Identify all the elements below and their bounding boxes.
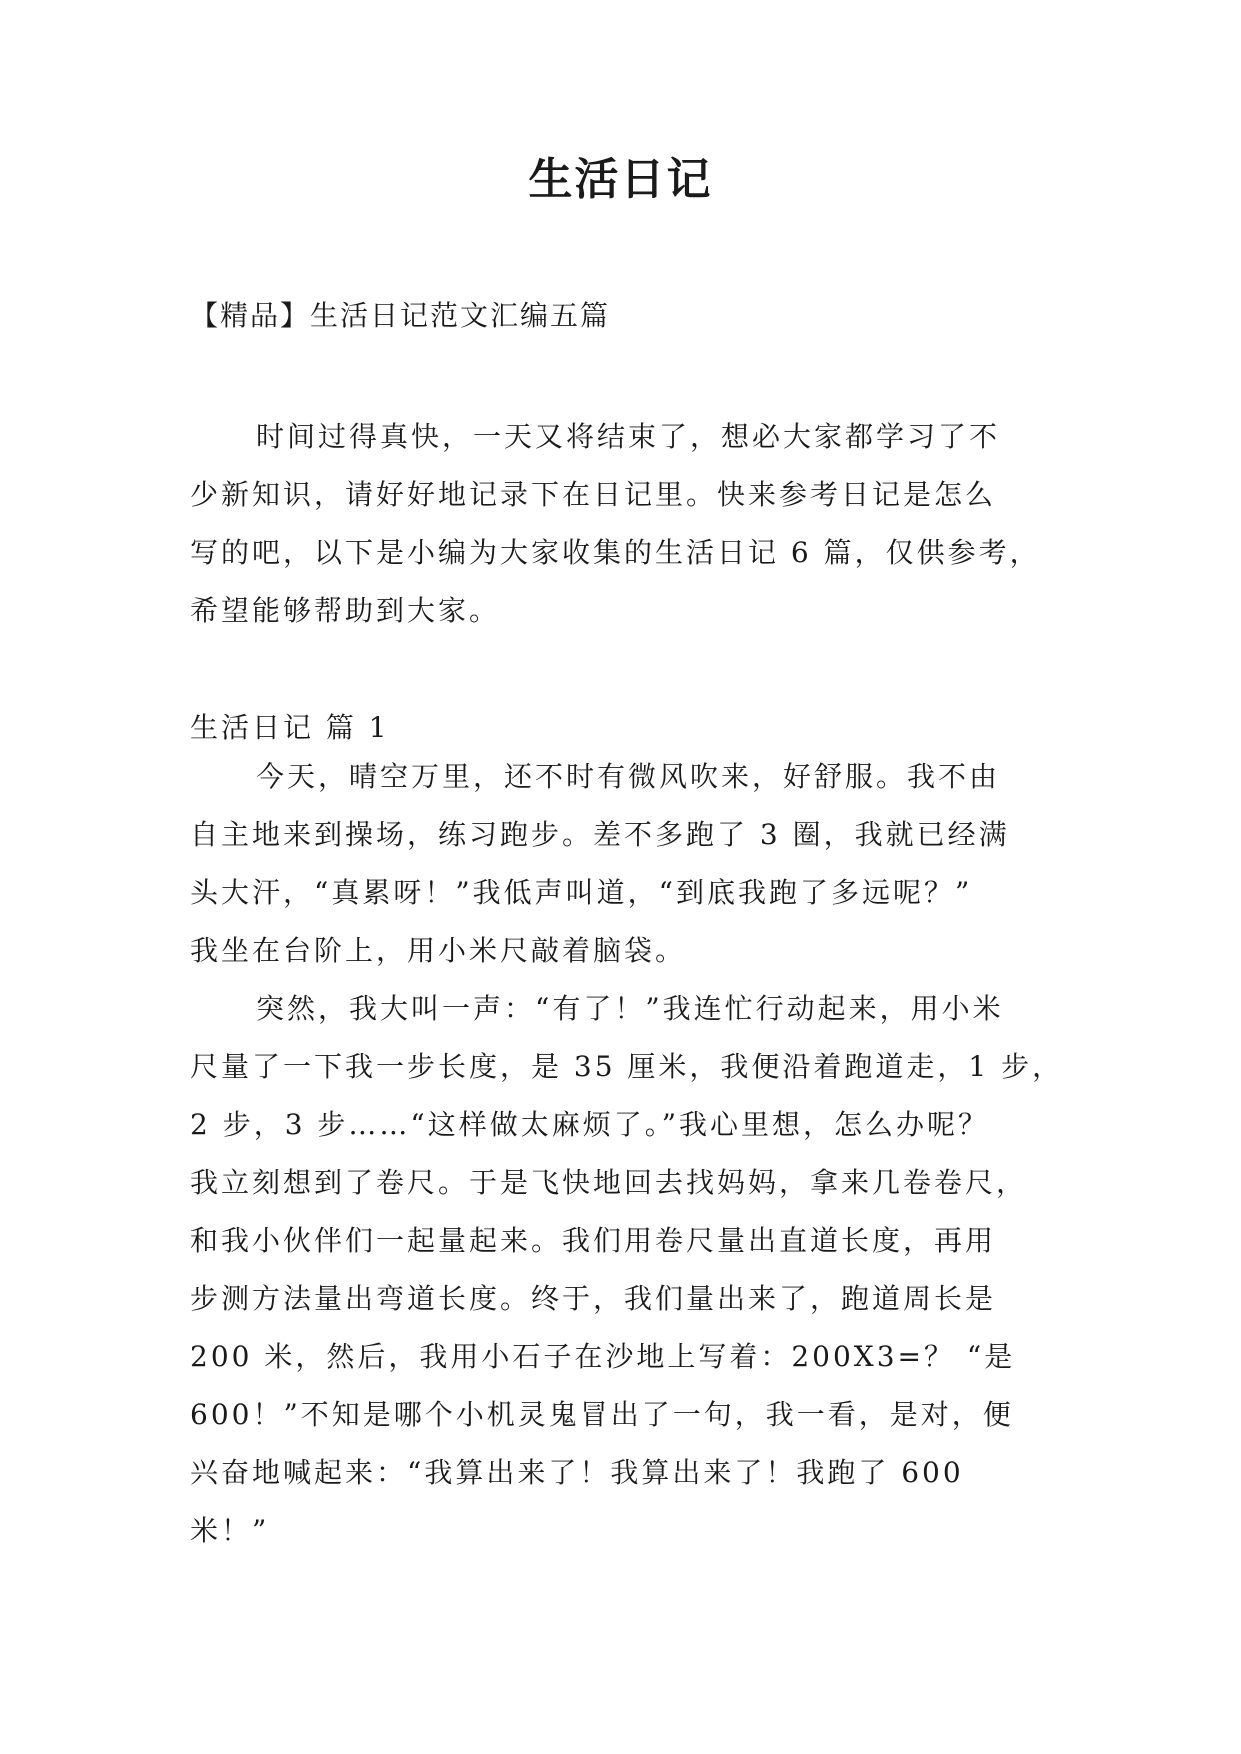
paragraph-line: 突然，我大叫一声：“有了！”我连忙行动起来，用小米 bbox=[256, 992, 1004, 1025]
paragraph-line: 200 米，然后，我用小石子在沙地上写着：200X3=？ “是 bbox=[190, 1340, 1016, 1373]
body-paragraph-1 bbox=[190, 748, 1070, 980]
paragraph-line: 希望能够帮助到大家。 bbox=[190, 594, 501, 627]
paragraph-line: 写的吧，以下是小编为大家收集的生活日记 6 篇，仅供参考， bbox=[190, 536, 1041, 569]
paragraph-line: 600！”不知是哪个小机灵鬼冒出了一句，我一看，是对，便 bbox=[190, 1398, 1014, 1431]
paragraph-line: 2 步，3 步……“这样做太麻烦了。”我心里想，怎么办呢？ bbox=[190, 1108, 990, 1141]
document-subtitle: 【精品】生活日记范文汇编五篇 bbox=[190, 299, 611, 332]
document-title: 生活日记 bbox=[528, 154, 713, 205]
paragraph-line: 时间过得真快，一天又将结束了，想必大家都学习了不 bbox=[256, 420, 1001, 453]
body-paragraph-2 bbox=[190, 980, 1070, 1560]
intro-paragraph bbox=[190, 408, 1070, 640]
paragraph-line: 和我小伙伴们一起量起来。我们用卷尺量出直道长度，再用 bbox=[190, 1224, 997, 1257]
paragraph-line: 尺量了一下我一步长度，是 35 厘米，我便沿着跑道走，1 步， bbox=[190, 1050, 1064, 1083]
paragraph-line: 我立刻想到了卷尺。于是飞快地回去找妈妈，拿来几卷卷尺， bbox=[190, 1166, 1028, 1199]
paragraph-line: 我坐在台阶上，用小米尺敲着脑袋。 bbox=[190, 934, 687, 967]
paragraph-line: 少新知识，请好好地记录下在日记里。快来参考日记是怎么 bbox=[190, 478, 997, 511]
paragraph-line: 自主地来到操场，练习跑步。差不多跑了 3 圈，我就已经满 bbox=[190, 818, 1010, 851]
paragraph-line: 米！” bbox=[190, 1514, 270, 1547]
paragraph-line: 步测方法量出弯道长度。终于，我们量出来了，跑道周长是 bbox=[190, 1282, 997, 1315]
paragraph-line: 今天，晴空万里，还不时有微风吹来，好舒服。我不由 bbox=[256, 760, 1001, 793]
section-heading: 生活日记 篇 1 bbox=[190, 711, 390, 744]
paragraph-line: 兴奋地喊起来：“我算出来了！我算出来了！我跑了 600 bbox=[190, 1456, 964, 1489]
paragraph-line: 头大汗，“真累呀！”我低声叫道，“到底我跑了多远呢？” bbox=[190, 876, 973, 909]
